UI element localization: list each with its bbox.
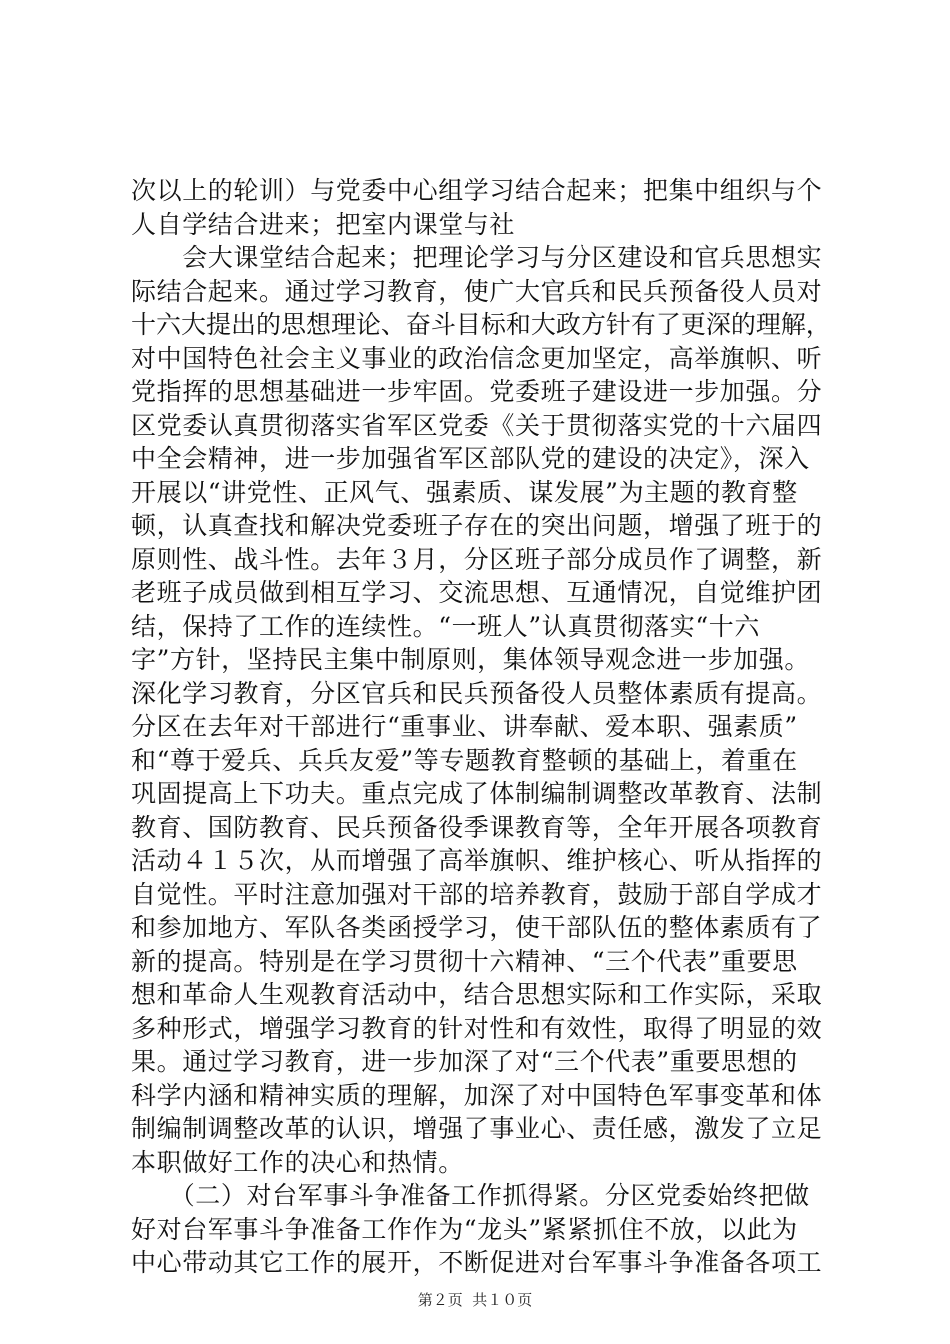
text-line: 好对台军事斗争准备工作作为“龙头”紧紧抓住不放，以此为 — [131, 1214, 798, 1244]
text-line: 深化学习教育，分区官兵和民兵预备役人员整体素质有提高。 — [131, 678, 823, 708]
document-body — [131, 174, 831, 1280]
text-line: 顿，认真查找和解决党委班子存在的突出问题，增强了班于的 — [131, 511, 823, 540]
text-line: 巩固提高上下功夫。重点完成了体制编制调整改革教育、法制 — [131, 779, 823, 808]
text-line: 字”方针，坚持民主集中制原则，集体领导观念进一步加强。 — [131, 645, 810, 674]
text-line: 多种形式，增强学习教育的针对性和有效性，取得了明显的效 — [131, 1013, 823, 1043]
text-line: 原则性、战斗性。去年３月，分区班子部分成员作了调整，新 — [131, 544, 823, 574]
text-line: 人自学结合进来；把室内课堂与社 — [131, 209, 516, 239]
text-line: 本职做好工作的决心和热情。 — [131, 1147, 464, 1177]
text-line: 中心带动其它工作的展开，不断促进对台军事斗争准备各项工 — [131, 1248, 823, 1277]
text-line: 结，保持了工作的连续性。“一班人”认真贯彻落实“十六 — [131, 611, 760, 641]
text-line: 制编制调整改革的认识，增强了事业心、责任感，激发了立足 — [131, 1114, 823, 1143]
text-line: 对中国特色社会主义事业的政治信念更加坚定，高举旗帜、听 — [131, 343, 823, 373]
text-line: 教育、国防教育、民兵预备役季课教育等，全年开展各项教育 — [131, 812, 823, 842]
text-line: 党指挥的思想基础进一步牢固。党委班子建设进一步加强。分 — [131, 377, 823, 406]
text-line: 想和革命人生观教育活动中，结合思想实际和工作实际，采取 — [131, 980, 823, 1009]
text-line: 自觉性。平时注意加强对干部的培养教育，鼓励于部自学成才 — [131, 879, 823, 909]
text-line: 科学内涵和精神实质的理解，加深了对中国特色军事变革和体 — [131, 1080, 823, 1110]
page-number-footer: 第２页 共１０页 — [417, 1291, 533, 1309]
text-line: 分区在去年对干部进行“重事业、讲奉献、爱本职、强素质” — [131, 712, 798, 741]
text-line: （二）对台军事斗争准备工作抓得紧。分区党委始终把做 — [131, 1181, 810, 1210]
text-line: 和“尊于爱兵、兵兵友爱”等专题教育整顿的基础上，着重在 — [131, 745, 798, 775]
text-line: 中全会精神，进一步加强省军区部队党的建设的决定》，深入 — [131, 444, 810, 473]
text-line: 十六大提出的思想理论、奋斗目标和大政方针有了更深的理解， — [131, 310, 831, 339]
text-line: 活动４１５次，从而增强了高举旗帜、维护核心、听从指挥的 — [131, 846, 823, 875]
text-line: 和参加地方、军队各类函授学习，使干部队伍的整体素质有了 — [131, 913, 823, 942]
text-line: 果。通过学习教育，进一步加深了对“三个代表”重要思想的 — [131, 1047, 798, 1076]
text-line: 区党委认真贯彻落实省军区党委《关于贯彻落实党的十六届四 — [131, 410, 823, 440]
text-line: 老班子成员做到相互学习、交流思想、互通情况，自觉维护团 — [131, 578, 823, 607]
text-line: 际结合起来。通过学习教育，使广大官兵和民兵预备役人员对 — [131, 276, 823, 306]
text-line: 开展以“讲党性、正风气、强素质、谋发展”为主题的教育整 — [131, 477, 798, 507]
text-line: 次以上的轮训）与党委中心组学习结合起来；把集中组织与个 — [131, 176, 823, 205]
text-line: 新的提高。特别是在学习贯彻十六精神、“三个代表”重要思 — [131, 946, 798, 976]
text-line: 会大课堂结合起来；把理论学习与分区建设和官兵思想实 — [131, 243, 823, 272]
